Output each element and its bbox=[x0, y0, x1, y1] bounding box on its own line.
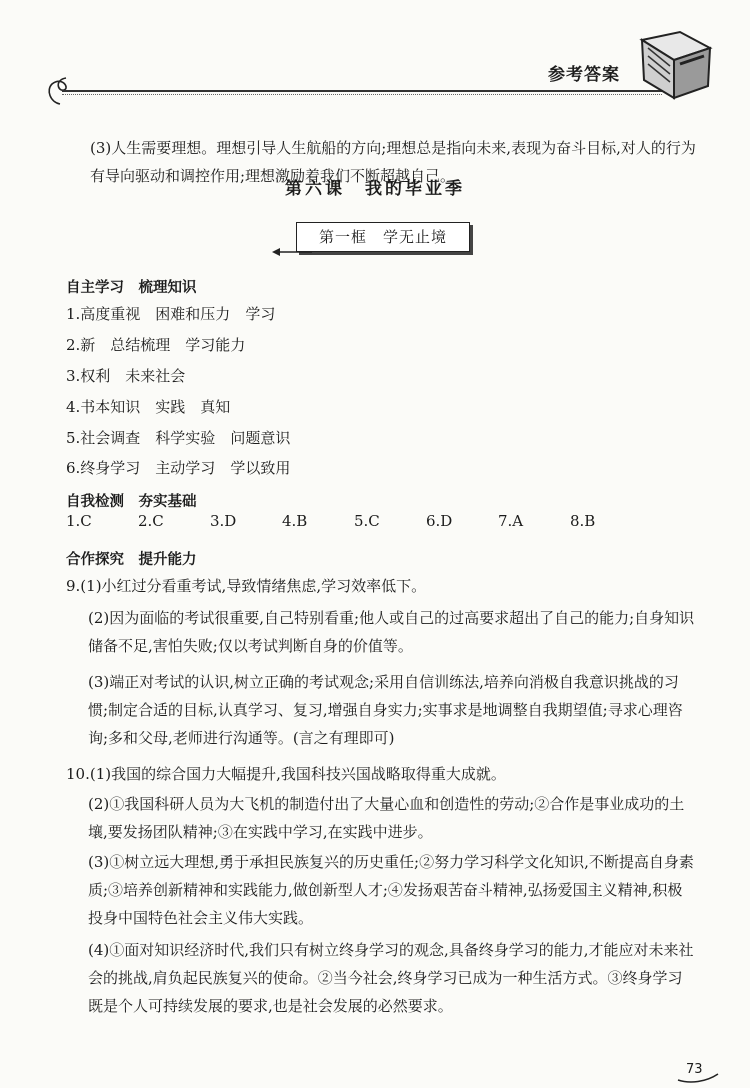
header-title: 参考答案 bbox=[548, 65, 620, 85]
arrow-left-icon bbox=[272, 244, 312, 260]
list-item: 1.高度重视 困难和压力 学习 bbox=[66, 305, 276, 323]
answer-item: 4.B bbox=[282, 512, 308, 530]
section-heading-self-check: 自我检测 夯实基础 bbox=[66, 494, 197, 510]
answer-q9-part3: (3)端正对考试的认识,树立正确的考试观念;采用自信训练法,培养向消极自我意识挑战的习惯;制定合适的目标,认真学习、复习,增强自身实力;实事求是地调整自我期望值;寻求心理咨询;多和父母,老师进行沟通等。(言之有理即可) bbox=[88, 673, 683, 747]
list-item: 3.权利 未来社会 bbox=[66, 367, 186, 385]
lesson-title: 第六课 我的毕业季 bbox=[285, 179, 465, 199]
book-icon bbox=[636, 30, 716, 102]
header-rule-dotted bbox=[62, 94, 662, 95]
header-rule bbox=[62, 90, 662, 92]
answer-q10-part4: (4)①面对知识经济时代,我们只有树立终身学习的观念,具备终身学习的能力,才能应对未来社会的挑战,肩负起民族复兴的使命。②当今社会,终身学习已成为一种生活方式。③终身学习既是个人可持续发展的要求,也是社会发展的必然要求。 bbox=[88, 941, 694, 1015]
page-number: 73 bbox=[686, 1062, 703, 1077]
section-heading-cooperation: 合作探究 提升能力 bbox=[66, 552, 197, 568]
frame-title-box: 第一框 学无止境 bbox=[296, 222, 470, 252]
section-heading-self-study: 自主学习 梳理知识 bbox=[66, 280, 197, 296]
answer-item: 7.A bbox=[498, 512, 524, 530]
answer-q9-part2: (2)因为面临的考试很重要,自己特别看重;他人或自己的过高要求超出了自己的能力;自身知识储备不足,害怕失败;仅以考试判断自身的价值等。 bbox=[88, 609, 695, 655]
answer-item: 3.D bbox=[210, 512, 237, 530]
answer-item: 6.D bbox=[426, 512, 453, 530]
answer-key-row bbox=[66, 512, 642, 530]
answer-item: 5.C bbox=[354, 512, 380, 530]
list-item: 6.终身学习 主动学习 学以致用 bbox=[66, 459, 291, 477]
list-item: 2.新 总结梳理 学习能力 bbox=[66, 336, 246, 354]
answer-q9-part1: 9.(1)小红过分看重考试,导致情绪焦虑,学习效率低下。 bbox=[66, 577, 427, 595]
intro-paragraph: (3)人生需要理想。理想引导人生航船的方向;理想总是指向未来,表现为奋斗目标,对人的行为有导向驱动和调控作用;理想激励着我们不断超越自己。 bbox=[90, 139, 696, 185]
answer-q10-part3: (3)①树立远大理想,勇于承担民族复兴的历史重任;②努力学习科学文化知识,不断提高自身素质;③培养创新精神和实践能力,做创新型人才;④发扬艰苦奋斗精神,弘扬爱国主义精神,积极投身中国特色社会主义伟大实践。 bbox=[88, 853, 694, 927]
answer-q10-part1: 10.(1)我国的综合国力大幅提升,我国科技兴国战略取得重大成就。 bbox=[66, 765, 506, 783]
list-item: 5.社会调查 科学实验 问题意识 bbox=[66, 429, 291, 447]
answer-item: 2.C bbox=[138, 512, 164, 530]
answer-q10-part2: (2)①我国科研人员为大飞机的制造付出了大量心血和创造性的劳动;②合作是事业成功的土壤,要发扬团队精神;③在实践中学习,在实践中进步。 bbox=[88, 795, 685, 841]
answer-item: 1.C bbox=[66, 512, 92, 530]
answer-item: 8.B bbox=[570, 512, 596, 530]
list-item: 4.书本知识 实践 真知 bbox=[66, 398, 231, 416]
